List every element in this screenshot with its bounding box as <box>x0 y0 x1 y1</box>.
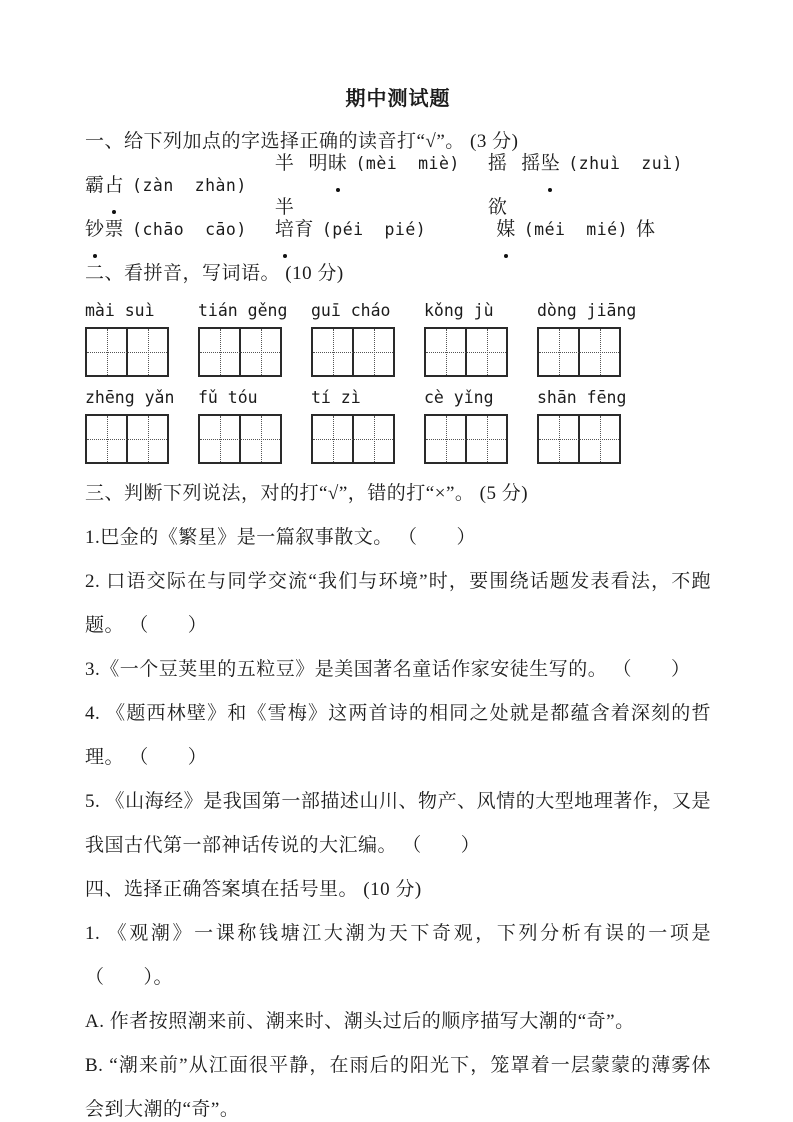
pinyin-label: zhēng yǎn <box>85 388 175 407</box>
word-text: 半明半 <box>274 153 328 218</box>
judge-question-5: 5. 《山海经》是我国第一部描述山川、物产、风情的大型地理著作，又是我国古代第一部神话传说的大汇编。 （ ） <box>85 791 711 856</box>
writing-grid <box>537 327 621 377</box>
pinyin-label: mài suì <box>85 301 155 320</box>
pinyin-options: (mèi miè) <box>355 154 460 173</box>
choice-option-b: B. “潮来前”从江面很平静，在雨后的阳光下，笼罩着一层蒙蒙的薄雾体会到大潮的“奇”。 <box>85 1055 711 1120</box>
grid-cell <box>313 416 352 462</box>
section-2-heading: 二、看拼音，写词语。 (10 分) <box>85 263 344 284</box>
grid-cell <box>426 416 465 462</box>
pinyin-options: (zàn zhàn) <box>132 176 247 195</box>
grid-cell <box>87 329 126 375</box>
grid-cell <box>352 416 393 462</box>
pinyin-label: guī cháo <box>311 301 391 320</box>
emphasized-char: 昧 <box>328 142 348 186</box>
choice-question-1: 1. 《观潮》一课称钱塘江大潮为天下奇观，下列分析有误的一项是 （ ）。 <box>85 923 711 988</box>
pronunciation-row-2 <box>85 208 711 252</box>
emphasized-char: 坠 <box>541 142 561 186</box>
pronunciation-item <box>275 208 434 252</box>
pronunciation-item <box>496 208 655 252</box>
grid-cell <box>539 416 578 462</box>
pinyin-grid-unit <box>311 387 391 464</box>
page-title: 期中测试题 <box>345 88 451 110</box>
word-text: 票 <box>104 219 125 240</box>
choice-option-a: A. 作者按照潮来前、潮来时、潮头过后的顺序描写大潮的“奇”。 <box>85 1011 635 1032</box>
word-text: 体 <box>636 219 656 240</box>
pinyin-label: kǒng jù <box>424 301 494 320</box>
pronunciation-row-1 <box>85 153 711 218</box>
writing-grid <box>424 414 508 464</box>
grid-cell <box>200 416 239 462</box>
pronunciation-item <box>85 208 255 252</box>
judge-question-4: 4. 《题西林壁》和《雪梅》这两首诗的相同之处就是都蕴含着深刻的哲理。 （ ） <box>85 703 711 768</box>
pinyin-grid-unit <box>537 387 627 464</box>
grid-cell <box>87 416 126 462</box>
pinyin-options: (chāo cāo) <box>132 220 247 239</box>
grid-cell <box>465 416 506 462</box>
pinyin-label: tián gěng <box>198 301 288 320</box>
pinyin-grid-unit <box>85 387 175 464</box>
word-text: 摇摇欲 <box>487 153 541 218</box>
grid-cell <box>539 329 578 375</box>
writing-grid <box>85 327 169 377</box>
writing-grid <box>85 414 169 464</box>
section-3-heading: 三、判断下列说法，对的打“√”，错的打“×”。 (5 分) <box>85 483 529 504</box>
section-1-heading: 一、给下列加点的字选择正确的读音打“√”。 (3 分) <box>85 131 519 152</box>
pronunciation-item <box>85 164 255 208</box>
emphasized-char: 占 <box>105 164 125 208</box>
pinyin-label: dòng jiāng <box>537 301 637 320</box>
writing-grid <box>537 414 621 464</box>
grid-cell <box>352 329 393 375</box>
section-4-heading: 四、选择正确答案填在括号里。 (10 分) <box>85 879 422 900</box>
emphasized-char: 钞 <box>85 208 105 252</box>
pinyin-options: (péi pié) <box>321 220 427 239</box>
pinyin-grid-unit <box>198 387 278 464</box>
judge-question-3: 3.《一个豆荚里的五粒豆》是美国著名童话作家安徒生写的。 （ ） <box>85 659 691 680</box>
pinyin-grid-unit <box>198 300 288 377</box>
pinyin-label: fǔ tóu <box>198 388 258 407</box>
grid-cell <box>313 329 352 375</box>
writing-grid <box>424 327 508 377</box>
grid-cell <box>426 329 465 375</box>
writing-grid <box>311 414 395 464</box>
pinyin-label: shān fēng <box>537 388 627 407</box>
grid-cell <box>239 416 280 462</box>
grid-cell <box>578 329 619 375</box>
grid-cell <box>126 416 167 462</box>
judge-question-1: 1.巴金的《繁星》是一篇叙事散文。 （ ） <box>85 527 477 548</box>
pinyin-label: cè yǐng <box>424 388 494 407</box>
emphasized-char: 培 <box>275 208 295 252</box>
pinyin-label: tí zì <box>311 388 361 407</box>
pinyin-grid-unit <box>537 300 637 377</box>
grid-cell <box>239 329 280 375</box>
pinyin-grid-unit <box>424 300 504 377</box>
pinyin-grid-unit <box>85 300 165 377</box>
grid-cell <box>126 329 167 375</box>
pinyin-writing-section <box>85 300 711 464</box>
judge-question-2: 2. 口语交际在与同学交流“我们与环境”时，要围绕话题发表看法，不跑题。 （ ） <box>85 571 711 636</box>
writing-grid <box>198 327 282 377</box>
pinyin-grid-unit <box>311 300 391 377</box>
pinyin-grid-unit <box>424 387 504 464</box>
writing-grid <box>198 414 282 464</box>
pinyin-grid-row-1 <box>85 300 711 377</box>
emphasized-char: 媒 <box>496 208 516 252</box>
pinyin-options: (zhuì zuì) <box>568 154 683 173</box>
writing-grid <box>311 327 395 377</box>
grid-cell <box>200 329 239 375</box>
word-text: 霸 <box>85 175 105 196</box>
grid-cell <box>578 416 619 462</box>
pinyin-grid-row-2 <box>85 387 711 464</box>
pinyin-options: (méi mié) <box>523 220 629 239</box>
grid-cell <box>465 329 506 375</box>
word-text: 育 <box>294 219 314 240</box>
